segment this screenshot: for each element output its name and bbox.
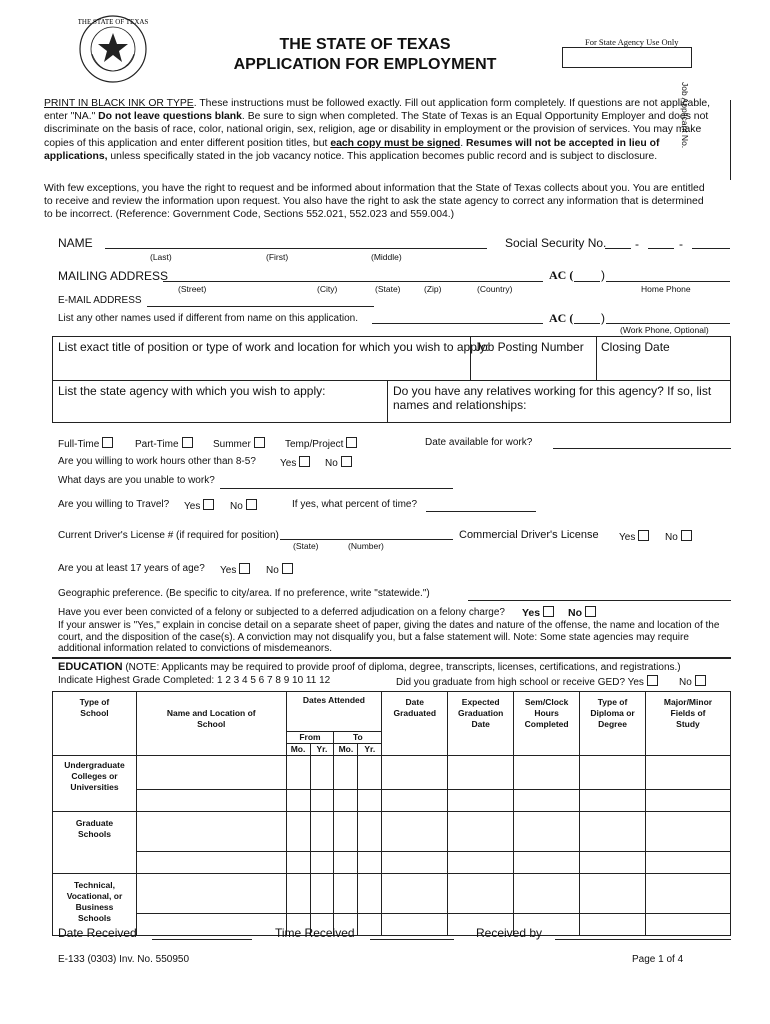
age-yes-checkbox[interactable] — [239, 563, 250, 574]
full-time-checkbox[interactable] — [102, 437, 113, 448]
home-ac-label: AC ( — [549, 268, 574, 282]
mailing-label: MAILING ADDRESS — [58, 269, 169, 283]
country-label: (Country) — [477, 284, 513, 294]
last-label: (Last) — [150, 252, 172, 262]
part-time-checkbox[interactable] — [182, 437, 193, 448]
education-table — [52, 691, 731, 936]
date-received-label: Date Received — [58, 926, 137, 940]
other-names-input[interactable] — [372, 323, 543, 324]
age-no-checkbox[interactable] — [282, 563, 293, 574]
name-label: NAME — [58, 236, 93, 250]
header-from-mo: Mo. — [286, 744, 310, 756]
school-name-cell[interactable] — [136, 790, 286, 812]
time-received-input[interactable] — [370, 939, 454, 940]
cdl-yes-checkbox[interactable] — [638, 530, 649, 541]
school-name-cell[interactable] — [136, 756, 286, 790]
ged-no[interactable]: No — [679, 675, 706, 688]
ssn-part1-input[interactable] — [605, 248, 631, 249]
home-area-code-input[interactable] — [574, 281, 600, 282]
state-label: (State) — [375, 284, 401, 294]
relatives-label: Do you have any relatives working for this agency? If so, list names and relationships: — [393, 384, 712, 412]
hours-label: Are you willing to work hours other than 8-5? — [58, 456, 256, 467]
work-phone-input[interactable] — [606, 323, 730, 324]
hours-yes[interactable]: Yes — [280, 456, 310, 469]
age-no[interactable]: No — [266, 563, 293, 576]
temp-checkbox[interactable] — [346, 437, 357, 448]
state-agency-input[interactable] — [58, 400, 383, 420]
geo-label: Geographic preference. (Be specific to city/area. If no preference, write "statewide.") — [58, 588, 430, 599]
percent-input[interactable] — [426, 511, 536, 512]
days-label: What days are you unable to work? — [58, 475, 215, 486]
name-input[interactable] — [105, 248, 487, 249]
work-ac-label: AC ( — [549, 311, 574, 325]
position-title-input[interactable] — [58, 355, 466, 377]
graduate-label: Graduate Schools — [53, 812, 137, 874]
full-time-option[interactable]: Full-Time — [58, 437, 113, 450]
email-input[interactable] — [147, 306, 374, 307]
agency-use-box[interactable] — [562, 47, 692, 68]
felony-no-checkbox[interactable] — [585, 606, 596, 617]
education-heading: EDUCATION (NOTE: Applicants may be required to provide proof of diploma, degree, transcripts, licenses, certifications, and registrations.) — [58, 661, 681, 673]
age-yes[interactable]: Yes — [220, 563, 250, 576]
cdl-no[interactable]: No — [665, 530, 692, 543]
ssn-label: Social Security No. — [505, 236, 607, 250]
license-number-label: (Number) — [348, 541, 384, 551]
privacy-paragraph: With few exceptions, you have the right to request and be informed about information that the State of Texas collects about you. You are entitled to receive and review the information upon request. You also have the right to ask the state agency to correct any information that is determined to be incorrect. (Reference: Government Code, Sections 552.021, 552.023 and 559.004.) — [44, 183, 705, 221]
home-ac-close: ) — [601, 268, 605, 282]
job-posting-label: Job Posting Number — [475, 340, 584, 354]
header-name: Name and Location of School — [136, 692, 286, 756]
cdl-label: Commercial Driver's License — [459, 529, 599, 541]
days-input[interactable] — [220, 488, 453, 489]
cdl-no-checkbox[interactable] — [681, 530, 692, 541]
ssn-dash: - — [635, 237, 639, 251]
license-input[interactable] — [280, 539, 453, 540]
geo-input[interactable] — [468, 600, 731, 601]
first-label: (First) — [266, 252, 289, 262]
travel-no[interactable]: No — [230, 499, 257, 512]
grade-label[interactable]: Indicate Highest Grade Completed: 1 2 3 4 5 6 7 8 9 10 11 12 — [58, 675, 331, 686]
zip-label: (Zip) — [424, 284, 442, 294]
agency-use-label: For State Agency Use Only — [585, 37, 679, 47]
closing-date-label: Closing Date — [601, 340, 670, 354]
work-area-code-input[interactable] — [574, 323, 600, 324]
other-names-label: List any other names used if different from name on this application. — [58, 313, 358, 324]
ssn-part3-input[interactable] — [692, 248, 730, 249]
hours-no-checkbox[interactable] — [341, 456, 352, 467]
cdl-yes[interactable]: Yes — [619, 530, 649, 543]
age-label: Are you at least 17 years of age? — [58, 563, 205, 574]
ged-yes-checkbox[interactable] — [647, 675, 658, 686]
middle-label: (Middle) — [371, 252, 402, 262]
header-expected: Expected Graduation Date — [448, 692, 514, 756]
form-number: E-133 (0303) Inv. No. 550950 — [58, 954, 190, 965]
license-label: Current Driver's License # (if required for position) — [58, 530, 279, 541]
header-to-yr: Yr. — [358, 744, 382, 756]
felony-yes-checkbox[interactable] — [543, 606, 554, 617]
received-by-label: Received by — [476, 926, 543, 940]
header-type: Type of School — [53, 692, 137, 756]
ssn-part2-input[interactable] — [648, 248, 674, 249]
felony-label: Have you ever been convicted of a felony or subjected to a deferred adjudication on a felony charge? — [58, 607, 505, 618]
school-name-cell[interactable] — [136, 812, 286, 852]
travel-yes[interactable]: Yes — [184, 499, 214, 512]
page-number: Page 1 of 4 — [632, 954, 684, 965]
header-date-grad: Date Graduated — [382, 692, 448, 756]
texas-seal-icon — [78, 14, 148, 84]
job-applicant-no: Job Applicant No. — [680, 82, 690, 149]
received-by-input[interactable] — [555, 939, 731, 940]
street-label: (Street) — [178, 284, 207, 294]
ged-yes[interactable]: Did you graduate from high school or receive GED? Yes — [396, 675, 658, 688]
time-received-label: Time Received — [275, 926, 355, 940]
felony-note: If your answer is "Yes," explain in concise detail on a separate sheet of paper, giving the dates and nature of the offense, the name and location of the court, and the disposition of the case(s). A conviction may not disqualify you, but a false statement will. Note: Some state agencies may require additional information related to convictions of misdemeanors. — [58, 620, 720, 655]
undergrad-label: Undergraduate Colleges or Universities — [53, 756, 137, 812]
technical-label: Technical, Vocational, or Business Schools — [53, 874, 137, 936]
header-diploma: Type of Diploma or Degree — [580, 692, 646, 756]
date-available-label: Date available for work? — [425, 437, 533, 448]
travel-no-checkbox[interactable] — [246, 499, 257, 510]
page-title: THE STATE OF TEXAS APPLICATION FOR EMPLOYMENT — [233, 36, 497, 73]
instructions-paragraph: PRINT IN BLACK INK OR TYPE. These instructions must be followed exactly. Fill out application form completely. If questions are not applicable, enter "NA." Do not leave questions blank. Be sure to sign when completed. The State of Texas is an Equal Opportunity Employer and does not discriminate on the basis of race, color, national origin, sex, religion, age or disability in employment or the provision of services. You may make copies of this application and enter different position titles, but each copy must be signed. Resumes will not be accepted in lieu of applications, unless specifically stated in the job vacancy notice. This application becomes public record and is subject to disclosure. — [44, 98, 711, 162]
header-major: Major/Minor Fields of Study — [645, 692, 730, 756]
mailing-input[interactable] — [163, 281, 543, 282]
job-applicant-line[interactable] — [730, 100, 731, 180]
school-name-cell[interactable] — [136, 852, 286, 874]
header-sem: Sem/Clock Hours Completed — [514, 692, 580, 756]
hours-no[interactable]: No — [325, 456, 352, 469]
closing-date-input[interactable] — [600, 355, 727, 377]
header-from: From — [286, 732, 334, 744]
summer-checkbox[interactable] — [254, 437, 265, 448]
school-name-cell[interactable] — [136, 874, 286, 914]
city-label: (City) — [317, 284, 338, 294]
state-agency-label: List the state agency with which you wish to apply: — [58, 384, 326, 398]
header-to: To — [334, 732, 382, 744]
travel-yes-checkbox[interactable] — [203, 499, 214, 510]
position-title-label: List exact title of position or type of work and location for which you wish to apply: — [58, 340, 489, 354]
hours-yes-checkbox[interactable] — [299, 456, 310, 467]
felony-no[interactable]: No — [568, 606, 596, 619]
email-label: E-MAIL ADDRESS — [58, 295, 142, 306]
seal-text: THE STATE OF TEXAS — [78, 18, 148, 26]
date-received-input[interactable] — [152, 939, 252, 940]
summer-option[interactable]: Summer — [213, 437, 265, 450]
felony-yes[interactable]: Yes — [522, 606, 554, 619]
work-ac-close: ) — [601, 311, 605, 325]
work-phone-label: (Work Phone, Optional) — [620, 325, 709, 335]
school-name-cell[interactable] — [136, 914, 286, 936]
part-time-option[interactable]: Part-Time — [135, 437, 193, 450]
percent-label: If yes, what percent of time? — [292, 499, 418, 510]
ged-no-checkbox[interactable] — [695, 675, 706, 686]
home-phone-input[interactable] — [606, 281, 730, 282]
date-available-input[interactable] — [553, 448, 731, 449]
header-dates: Dates Attended — [286, 692, 382, 732]
home-phone-label: Home Phone — [641, 284, 691, 294]
license-state-label: (State) — [293, 541, 319, 551]
header-to-mo: Mo. — [334, 744, 358, 756]
temp-option[interactable]: Temp/Project — [285, 437, 357, 450]
travel-label: Are you willing to Travel? — [58, 499, 170, 510]
job-posting-input[interactable] — [474, 355, 592, 377]
header-from-yr: Yr. — [310, 744, 334, 756]
ssn-dash: - — [679, 237, 683, 251]
